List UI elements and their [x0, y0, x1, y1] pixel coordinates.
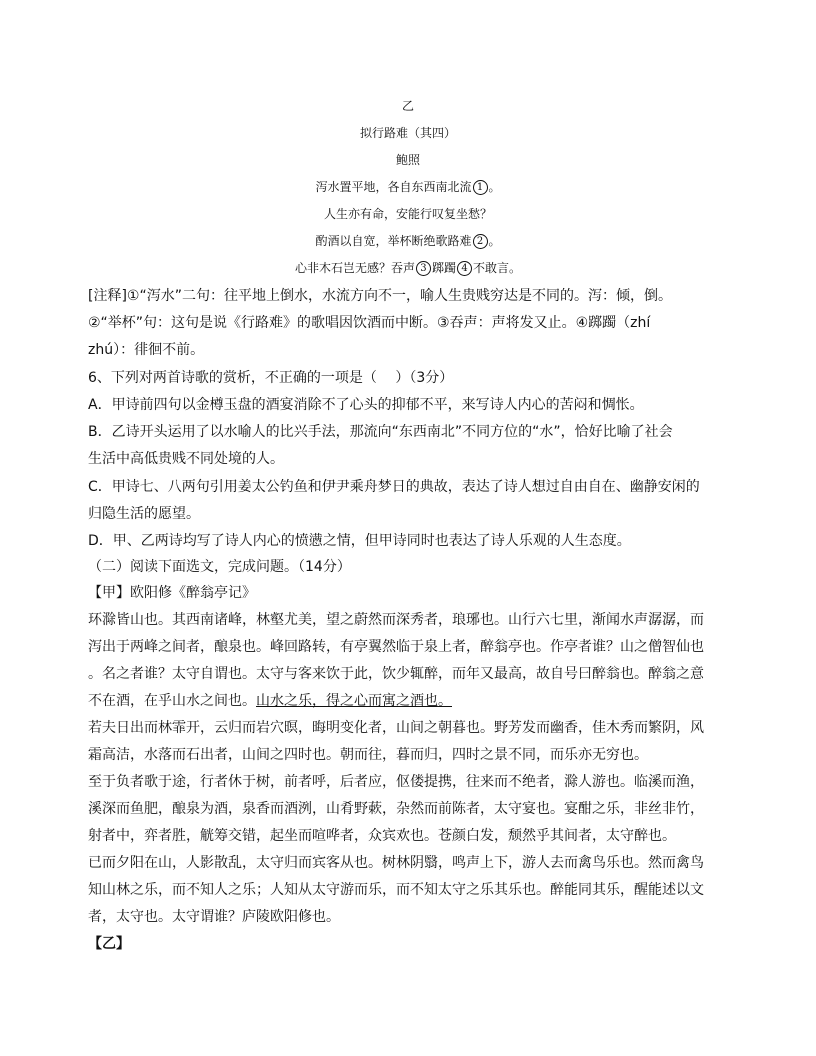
question-stem: 6、下列对两首诗歌的赏析，不正确的一项是（ ）（3分）	[88, 370, 454, 386]
section-heading: （二）阅读下面选文，完成问题。（14分）	[88, 559, 351, 575]
note-marker-1: 1	[473, 180, 488, 195]
option-c-line-2: 归隐生活的愿望。	[88, 506, 200, 522]
passage-p2-line-1: 若夫日出而林霏开，云归而岩穴暝，晦明变化者，山间之朝暮也。野芳发而幽香，佳木秀而繁阴，风	[88, 720, 704, 736]
passage-p3-line-1: 至于负者歌于途，行者休于树，前者呼，后者应，伛偻提携，往来而不绝者，滁人游也。临溪而渔，	[88, 774, 704, 790]
passage-p3-line-3: 射者中，弈者胜，觥筹交错，起坐而喧哗者，众宾欢也。苍颜白发，颓然乎其间者，太守醉也。	[88, 828, 676, 844]
note-marker-3: 3	[416, 261, 431, 276]
passage-p1-line-3: 。名之者谁？太守自谓也。太守与客来饮于此，饮少辄醉，而年又最高，故自号曰醉翁也。醉翁之意	[88, 666, 704, 682]
option-d: D．甲、乙两诗均写了诗人内心的愤懑之情，但甲诗同时也表达了诗人乐观的人生态度。	[88, 533, 631, 549]
passage-p1-line-1: 环滁皆山也。其西南诸峰，林壑尤美，望之蔚然而深秀者，琅琊也。山行六七里，渐闻水声潺潺，而	[88, 612, 704, 628]
poem-line-4: 心非木石岂无感？吞声 3 踯躅 4 不敢言。	[294, 261, 522, 275]
passage-p4-line-1: 已而夕阳在山，人影散乱，太守归而宾客从也。树林阴翳，鸣声上下，游人去而禽鸟乐也。然而禽鸟	[88, 855, 704, 871]
poem-line-3: 酌酒以自宽，举杯断绝歌路难 2 。	[315, 234, 501, 248]
option-b-line-1: B．乙诗开头运用了以水喻人的比兴手法，那流向“东西南北”不同方位的“水”，恰好比喻了社会	[88, 424, 673, 440]
option-b-line-2: 生活中高低贵贱不同处境的人。	[88, 451, 284, 467]
underlined-sentence: 山水之乐，得之心而寓之酒也。	[256, 693, 452, 709]
poem-line-2: 人生亦有命，安能行叹复坐愁？	[323, 207, 492, 221]
poem-label: 乙	[401, 99, 414, 113]
poem-author: 鲍照	[395, 153, 420, 167]
note-marker-2: 2	[473, 234, 488, 249]
poem-title: 拟行路难（其四）	[359, 126, 456, 140]
passage-p1-line-2: 泻出于两峰之间者，酿泉也。峰回路转，有亭翼然临于泉上者，醉翁亭也。作亭者谁？山之僧智仙也	[88, 639, 704, 655]
note-marker-4: 4	[457, 261, 472, 276]
note-line-2: ②“举杯”句：这句是说《行路难》的歌唱因饮酒而中断。③吞声：声将发又止。④踯躅（zhí	[88, 315, 651, 331]
passage-yi-label: 【乙】	[88, 936, 130, 952]
passage-p4-line-3: 者，太守也。太守谓谁？庐陵欧阳修也。	[88, 909, 340, 925]
passage-p4-line-2: 知山林之乐，而不知人之乐；人知从太守游而乐，而不知太守之乐其乐也。醉能同其乐，醒能述以文	[88, 882, 704, 898]
note-line-3: zhú）：徘徊不前。	[88, 342, 205, 358]
option-a: A．甲诗前四句以金樽玉盘的酒宴消除不了心头的抑郁不平，来写诗人内心的苦闷和惆怅。	[88, 397, 644, 413]
note-line-1: [注释]①“泻水”二句：往平地上倒水，水流方向不一，喻人生贵贱穷达是不同的。泻：倾，倒。	[88, 288, 672, 304]
poem-line-1: 泻水置平地，各自东西南北流 1 。	[315, 180, 501, 194]
passage-p1-line-4: 不在酒，在乎山水之间也。山水之乐，得之心而寓之酒也。	[88, 693, 452, 709]
passage-p2-line-2: 霜高洁，水落而石出者，山间之四时也。朝而往，暮而归，四时之景不同，而乐亦无穷也。	[88, 747, 648, 763]
passage-p3-line-2: 溪深而鱼肥，酿泉为酒，泉香而酒洌，山肴野蔌，杂然而前陈者，太守宴也。宴酣之乐，非丝非竹，	[88, 801, 704, 817]
option-c-line-1: C．甲诗七、八两句引用姜太公钓鱼和伊尹乘舟梦日的典故，表达了诗人想过自由自在、幽静安闲的	[88, 479, 700, 495]
passage-jia-label: 【甲】欧阳修《醉翁亭记》	[88, 585, 256, 601]
